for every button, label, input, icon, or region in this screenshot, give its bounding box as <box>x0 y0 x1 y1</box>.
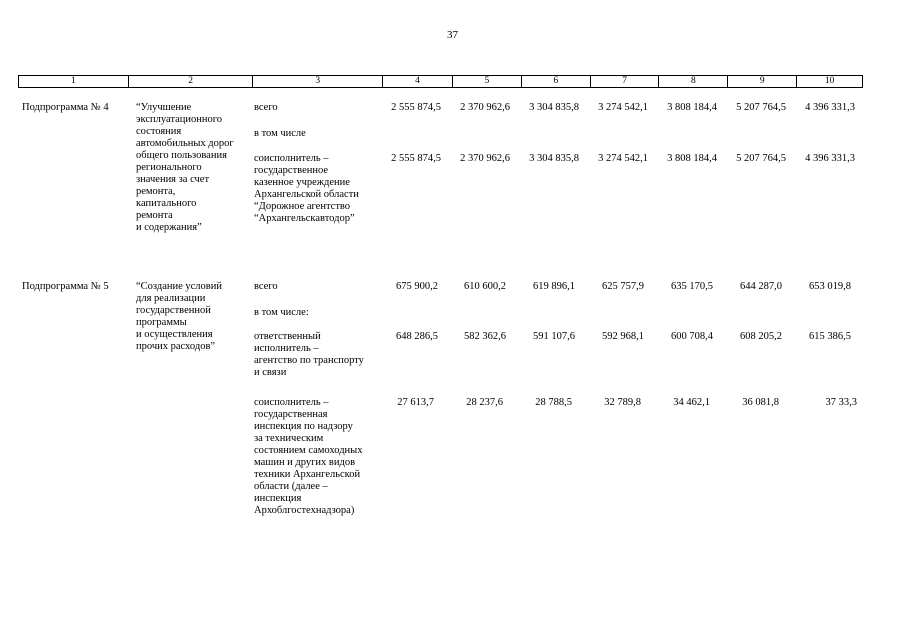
table-header <box>18 75 863 88</box>
sp5-coexec-col5: 28 237,6 <box>466 397 503 408</box>
sp5-resp-col7: 592 968,1 <box>602 331 644 342</box>
subprogram-4-name: “Улучшение эксплуатационного состояния автомобильных дорог общего пользования регионального значения за счет ремонта, капитального ремонта и содержания” <box>136 102 234 233</box>
header-col-9: 9 <box>728 76 797 87</box>
sp5-resp-col5: 582 362,6 <box>464 331 506 342</box>
sp5-total-col6: 619 896,1 <box>533 281 575 292</box>
subprogram-5-responsible-executor: ответственный исполнитель – агентство по транспорту и связи <box>254 331 364 378</box>
page-number: 37 <box>447 29 458 41</box>
sp5-total-col10: 653 019,8 <box>809 281 851 292</box>
header-col-5: 5 <box>453 76 522 87</box>
subprogram-5-total-label: всего <box>254 281 278 292</box>
sp4-total-col7: 3 274 542,1 <box>598 102 648 113</box>
subprogram-5-name: “Создание условий для реализации государственной программы и осуществления прочих расходов” <box>136 281 222 352</box>
header-col-6: 6 <box>522 76 591 87</box>
header-col-4: 4 <box>383 76 453 87</box>
sp5-coexec-col10: 37 33,3 <box>825 397 857 408</box>
sp4-total-col4: 2 555 874,5 <box>391 102 441 113</box>
header-col-3: 3 <box>253 76 383 87</box>
subprogram-4-coexecutor: соисполнитель – государственное казенное учреждение Архангельской области “Дорожное агентство “Архангельскавтодор” <box>254 153 359 224</box>
header-col-2: 2 <box>129 76 254 87</box>
sp4-coexec-col8: 3 808 184,4 <box>667 153 717 164</box>
sp5-resp-col9: 608 205,2 <box>740 331 782 342</box>
sp5-coexec-col9: 36 081,8 <box>742 397 779 408</box>
subprogram-4-total-label: всего <box>254 102 278 113</box>
sp5-resp-col8: 600 708,4 <box>671 331 713 342</box>
sp4-total-col8: 3 808 184,4 <box>667 102 717 113</box>
sp5-coexec-col7: 32 789,8 <box>604 397 641 408</box>
sp5-total-col8: 635 170,5 <box>671 281 713 292</box>
sp5-coexec-col6: 28 788,5 <box>535 397 572 408</box>
sp4-coexec-col4: 2 555 874,5 <box>391 153 441 164</box>
sp4-total-col6: 3 304 835,8 <box>529 102 579 113</box>
header-col-10: 10 <box>824 76 835 86</box>
sp5-resp-col4: 648 286,5 <box>396 331 438 342</box>
sp4-total-col10: 4 396 331,3 <box>805 102 855 113</box>
sp4-total-col5: 2 370 962,6 <box>460 102 510 113</box>
header-col-7: 7 <box>591 76 660 87</box>
sp4-coexec-col5: 2 370 962,6 <box>460 153 510 164</box>
subprogram-5-coexecutor: соисполнитель – государственная инспекция по надзору за техническим состоянием самоходных машин и других видов техники Архангельской области (далее – инспекция Архоблгостехнадзора) <box>254 397 363 516</box>
sp5-total-col4: 675 900,2 <box>396 281 438 292</box>
subprogram-5-label: Подпрограмма № 5 <box>22 281 109 292</box>
sp4-coexec-col7: 3 274 542,1 <box>598 153 648 164</box>
sp5-total-col5: 610 600,2 <box>464 281 506 292</box>
sp5-resp-col6: 591 107,6 <box>533 331 575 342</box>
subprogram-4-label: Подпрограмма № 4 <box>22 102 109 113</box>
subprogram-5-including-label: в том числе: <box>254 307 309 318</box>
header-col-8: 8 <box>659 76 728 87</box>
subprogram-4-including-label: в том числе <box>254 128 306 139</box>
sp5-coexec-col8: 34 462,1 <box>673 397 710 408</box>
sp4-total-col9: 5 207 764,5 <box>736 102 786 113</box>
sp4-coexec-col9: 5 207 764,5 <box>736 153 786 164</box>
sp4-coexec-col6: 3 304 835,8 <box>529 153 579 164</box>
sp5-total-col7: 625 757,9 <box>602 281 644 292</box>
sp5-coexec-col4: 27 613,7 <box>397 397 434 408</box>
sp5-total-col9: 644 287,0 <box>740 281 782 292</box>
sp4-coexec-col10: 4 396 331,3 <box>805 153 855 164</box>
header-col-1: 1 <box>19 76 129 87</box>
sp5-resp-col10: 615 386,5 <box>809 331 851 342</box>
